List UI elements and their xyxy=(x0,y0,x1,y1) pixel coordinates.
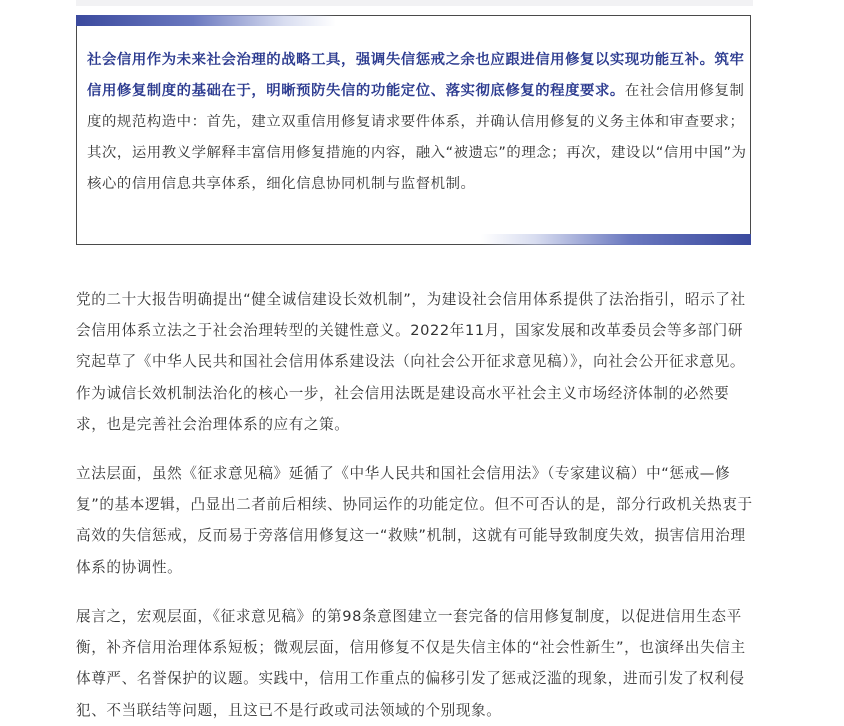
abstract-box xyxy=(76,15,751,245)
abstract-highlight: 社会信用作为未来社会治理的战略工具，强调失信惩戒之余也应跟进信用修复以实现功能互补。筑牢信用修复制度的基础在于，明晰预防失信的功能定位、落实彻底修复的程度要求。 xyxy=(87,52,745,99)
abstract-text xyxy=(87,45,749,200)
body-paragraph-3: 展言之，宏观层面，《征求意见稿》的第98条意图建立一套完备的信用修复制度，以促进信用生态平衡，补齐信用治理体系短板；微观层面，信用修复不仅是失信主体的“社会性新生”，也演绎出失信主体尊严、名誉保护的议题。实践中，信用工作重点的偏移引发了惩戒泛滥的现象，进而引发了权利侵犯、不当联结等问题，且这已不是行政或司法领域的个别现象。 xyxy=(76,608,746,719)
body-paragraph-2: 立法层面，虽然《征求意见稿》延循了《中华人民共和国社会信用法》（专家建议稿）中“惩戒—修复”的基本逻辑，凸显出二者前后相续、协同运作的功能定位。但不可否认的是，部分行政机关热衷于高效的失信惩戒，反而易于旁落信用修复这一“救赎”机制，这就有可能导致制度失效，损害信用治理体系的协调性。 xyxy=(76,465,753,576)
abstract-body: 在社会信用修复制度的规范构造中：首先，建立双重信用修复请求要件体系，并确认信用修复的义务主体和审查要求；其次，运用教义学解释丰富信用修复措施的内容，融入“被遗忘”的理念；再次，建设以“信用中国”为核心的信用信息共享体系，细化信息协同机制与监督机制。 xyxy=(87,83,747,192)
body-paragraph-1: 党的二十大报告明确提出“健全诚信建设长效机制”，为建设社会信用体系提供了法治指引，昭示了社会信用体系立法之于社会治理转型的关键性意义。2022年11月，国家发展和改革委员会等多部门研究起草了《中华人民共和国社会信用体系建设法（向社会公开征求意见稿）》，向社会公开征求意见。作为诚信长效机制法治化的核心一步，社会信用法既是建设高水平社会主义市场经济体制的必然要求，也是完善社会治理体系的应有之策。 xyxy=(76,291,746,433)
top-divider-strip xyxy=(76,0,753,6)
abstract-top-gradient-bar xyxy=(76,15,336,26)
abstract-bottom-gradient-bar xyxy=(481,234,751,245)
